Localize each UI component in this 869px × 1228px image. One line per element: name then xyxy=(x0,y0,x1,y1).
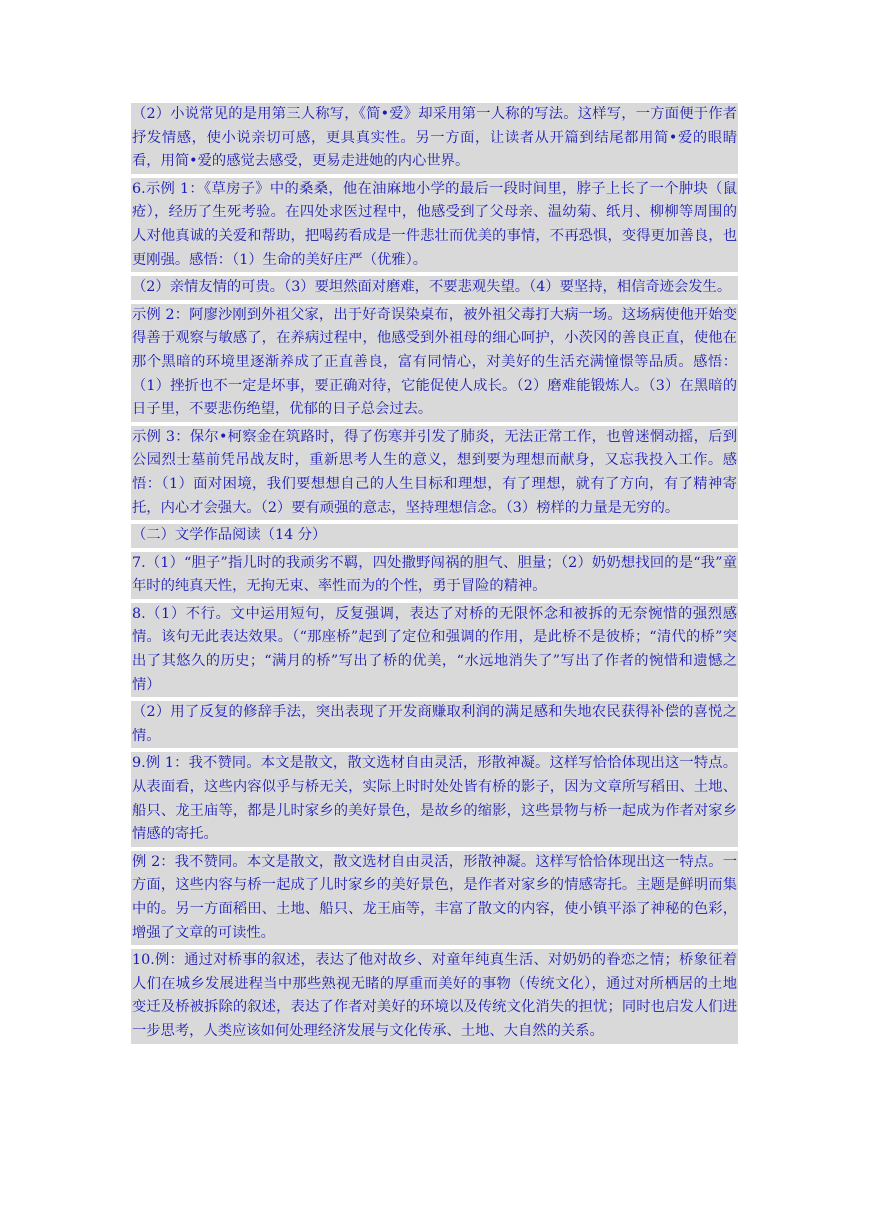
answer-paragraph: 8.（1）不行。文中运用短句，反复强调，表达了对桥的无限怀念和被拆的无奈惋惜的强烈感情。该句无此表达效果。（“那座桥”起到了定位和强调的作用，是此桥不是彼桥；“清代的桥”突出了其悠久的历史；“满月的桥”写出了桥的优美，“水远地消失了”写出了作者的惋惜和遗憾之情） xyxy=(131,603,738,697)
section-heading: （二）文学作品阅读（14 分） xyxy=(131,524,738,548)
answer-text-block xyxy=(131,103,738,1048)
answer-paragraph: 例 2：我不赞同。本文是散文，散文选材自由灵活，形散神凝。这样写恰恰体现出这一特点。一方面，这些内容与桥一起成了儿时家乡的美好景色，是作者对家乡的情感寄托。主题是鲜明而集中的。另一方面稻田、土地、船只、龙王庙等，丰富了散文的内容，使小镇平添了神秘的色彩，增强了文章的可读性。 xyxy=(131,851,738,945)
answer-paragraph: （2）用了反复的修辞手法，突出表现了开发商赚取利润的满足感和失地农民获得补偿的喜悦之情。 xyxy=(131,701,738,748)
answer-paragraph: （2）小说常见的是用第三人称写，《简•爱》却采用第一人称的写法。这样写，一方面便于作者抒发情感，使小说亲切可感，更具真实性。另一方面，让读者从开篇到结尾都用简•爱的眼睛看，用简•爱的感觉去感受，更易走进她的内心世界。 xyxy=(131,103,738,174)
answer-paragraph: 7.（1）“胆子”指儿时的我顽劣不羁，四处撒野闯祸的胆气、胆量；（2）奶奶想找回的是“我”童年时的纯真天性，无拘无束、率性而为的个性，勇于冒险的精神。 xyxy=(131,552,738,599)
answer-paragraph: 10.例：通过对桥事的叙述，表达了他对故乡、对童年纯真生活、对奶奶的眷恋之情；桥象征着人们在城乡发展进程当中那些熟视无睹的厚重而美好的事物（传统文化），通过对所栖居的土地变迁及桥被拆除的叙述，表达了作者对美好的环境以及传统文化消失的担忧；同时也启发人们进一步思考，人类应该如何处理经济发展与文化传承、土地、大自然的关系。 xyxy=(131,949,738,1043)
answer-paragraph: 6.示例 1：《草房子》中的桑桑，他在油麻地小学的最后一段时间里，脖子上长了一个肿块（鼠疮），经历了生死考验。在四处求医过程中，他感受到了父母亲、温幼菊、纸月、柳柳等周围的人对他真诚的关爱和帮助，把喝药看成是一件悲壮而优美的事情，不再恐惧，变得更加善良，也更刚强。感悟：（1）生命的美好庄严（优雅）。 xyxy=(131,178,738,272)
answer-paragraph: （2）亲情友情的可贵。（3）要坦然面对磨难，不要悲观失望。（4）要坚持，相信奇迹会发生。 xyxy=(131,276,738,300)
answer-paragraph: 示例 3：保尔•柯察金在筑路时，得了伤寒并引发了肺炎，无法正常工作，也曾迷惘动摇，后到公园烈士墓前凭吊战友时，重新思考人生的意义，想到要为理想而献身，又忘我投入工作。感悟：（1）面对困境，我们要想想自己的人生目标和理想，有了理想，就有了方向，有了精神寄托，内心才会强大。（2）要有顽强的意志，坚持理想信念。（3）榜样的力量是无穷的。 xyxy=(131,426,738,520)
answer-paragraph: 9.例 1：我不赞同。本文是散文，散文选材自由灵活，形散神凝。这样写恰恰体现出这一特点。从表面看，这些内容似乎与桥无关，实际上时时处处皆有桥的影子，因为文章所写稻田、土地、船只、龙王庙等，都是儿时家乡的美好景色，是故乡的缩影，这些景物与桥一起成为作者对家乡情感的寄托。 xyxy=(131,752,738,846)
answer-paragraph: 示例 2：阿廖沙刚到外祖父家，出于好奇误染桌布，被外祖父毒打大病一场。这场病使他开始变得善于观察与敏感了，在养病过程中，他感受到外祖母的细心呵护，小茨冈的善良正直，使他在那个黑暗的环境里逐渐养成了正直善良，富有同情心，对美好的生活充满憧憬等品质。感悟：（1）挫折也不一定是坏事，要正确对待，它能促使人成长。（2）磨难能锻炼人。（3）在黑暗的日子里，不要悲伤绝望，优郁的日子总会过去。 xyxy=(131,304,738,422)
